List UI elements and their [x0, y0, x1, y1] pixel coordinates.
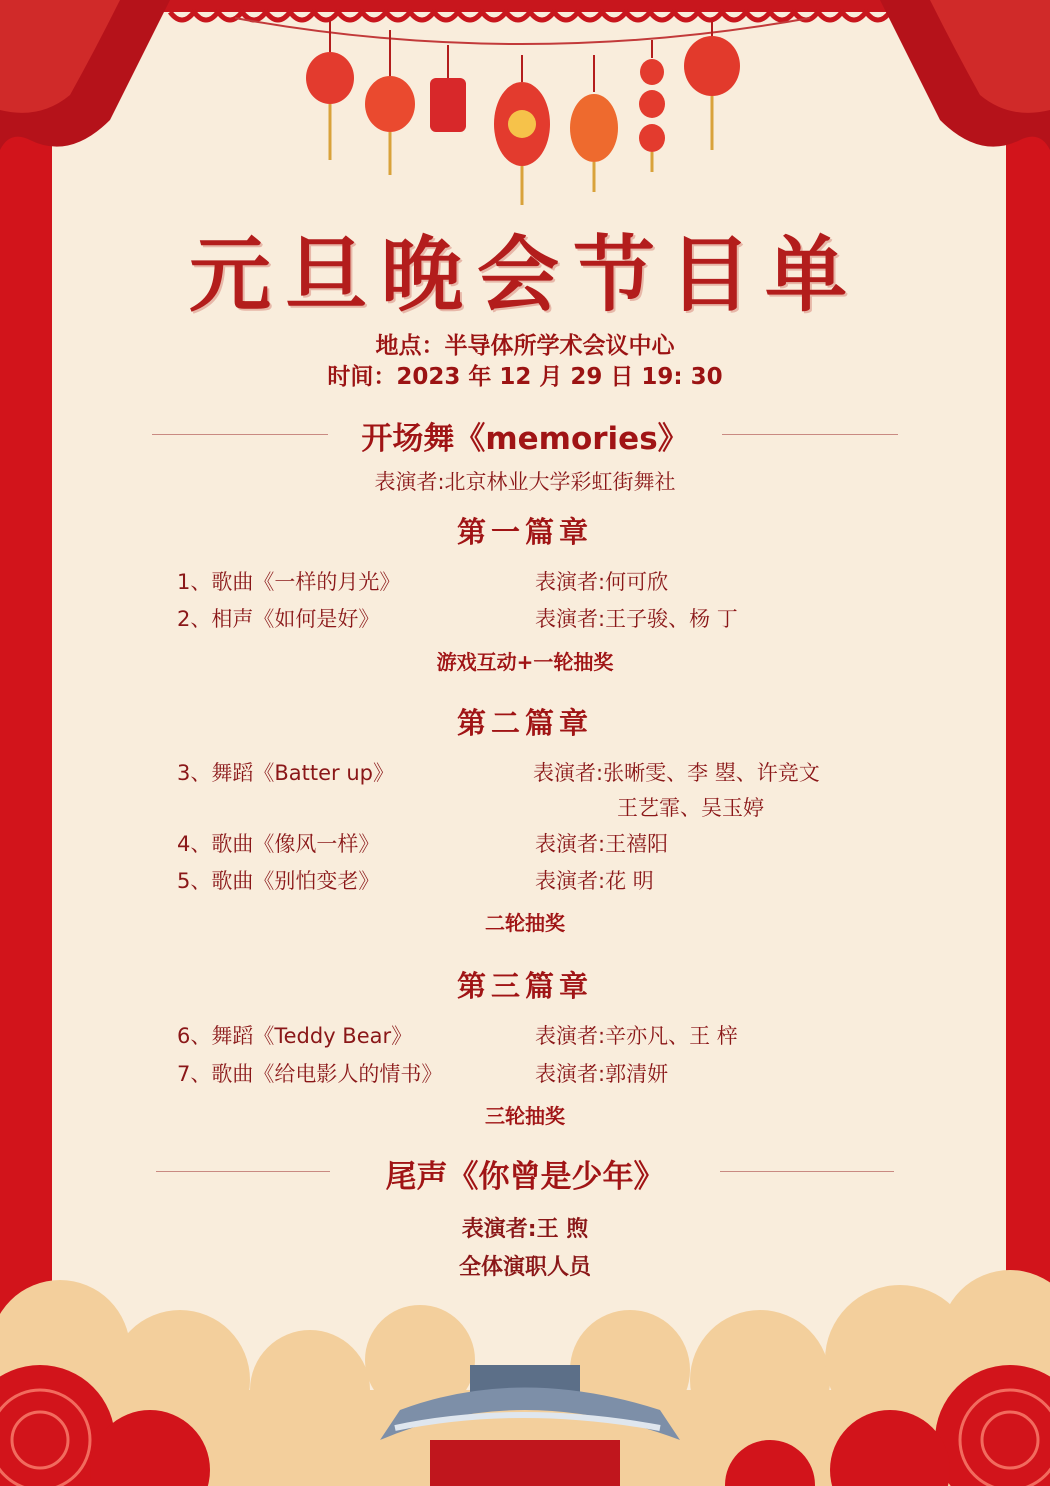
chapter-title: 第三篇章	[456, 969, 593, 1003]
program-performer-continued: 王艺霏、吴玉婷	[617, 796, 764, 820]
interlude-text: 三轮抽奖	[485, 1104, 565, 1128]
program-item: 7、歌曲《给电影人的情书》	[177, 1062, 443, 1086]
program-performer: 表演者:郭清妍	[535, 1062, 669, 1086]
footer-decoration	[0, 1270, 1050, 1486]
program-item: 3、舞蹈《Batter up》	[177, 761, 394, 785]
opening-heading: 开场舞《memories》	[361, 421, 689, 457]
program-performer: 表演者:花 明	[535, 869, 654, 893]
lantern-icon	[684, 22, 740, 150]
program-performer: 表演者:王子骏、杨 丁	[535, 607, 738, 631]
chapter-title: 第一篇章	[456, 515, 593, 549]
chapter-title: 第二篇章	[456, 706, 593, 740]
program-item: 6、舞蹈《Teddy Bear》	[177, 1024, 413, 1048]
interlude-text: 游戏互动+一轮抽奖	[436, 650, 614, 674]
program-performer: 表演者:辛亦凡、王 梓	[535, 1024, 738, 1048]
opening-performer: 表演者:北京林业大学彩虹街舞社	[374, 470, 676, 494]
lantern-icon	[306, 20, 354, 160]
lantern-icon	[570, 55, 618, 192]
header-decoration	[0, 0, 1050, 230]
program-performer: 表演者:张晰雯、李 曌、许竞文	[533, 761, 820, 785]
finale-heading: 尾声《你曾是少年》	[385, 1159, 665, 1195]
interlude-text: 二轮抽奖	[485, 911, 565, 935]
lantern-icon	[494, 55, 550, 205]
program-item: 1、歌曲《一样的月光》	[177, 570, 401, 594]
lantern-icon	[365, 30, 415, 175]
program-item: 2、相声《如何是好》	[177, 607, 380, 631]
cloud-scroll-border	[150, 0, 900, 20]
program-performer: 表演者:何可欣	[535, 570, 669, 594]
time-text: 时间：2023 年 12 月 29 日 19: 30	[327, 364, 723, 390]
finale-performer: 表演者:王 煦	[461, 1217, 589, 1242]
page-title: 元旦晚会节目单	[188, 227, 861, 323]
venue-text: 地点：半导体所学术会议中心	[375, 333, 675, 359]
lantern-icon	[639, 40, 665, 172]
finale-all: 全体演职人员	[458, 1255, 591, 1280]
lantern-icon	[430, 45, 466, 132]
program-performer: 表演者:王禧阳	[535, 832, 669, 856]
program-item: 4、歌曲《像风一样》	[177, 832, 380, 856]
program-item: 5、歌曲《别怕变老》	[177, 869, 380, 893]
